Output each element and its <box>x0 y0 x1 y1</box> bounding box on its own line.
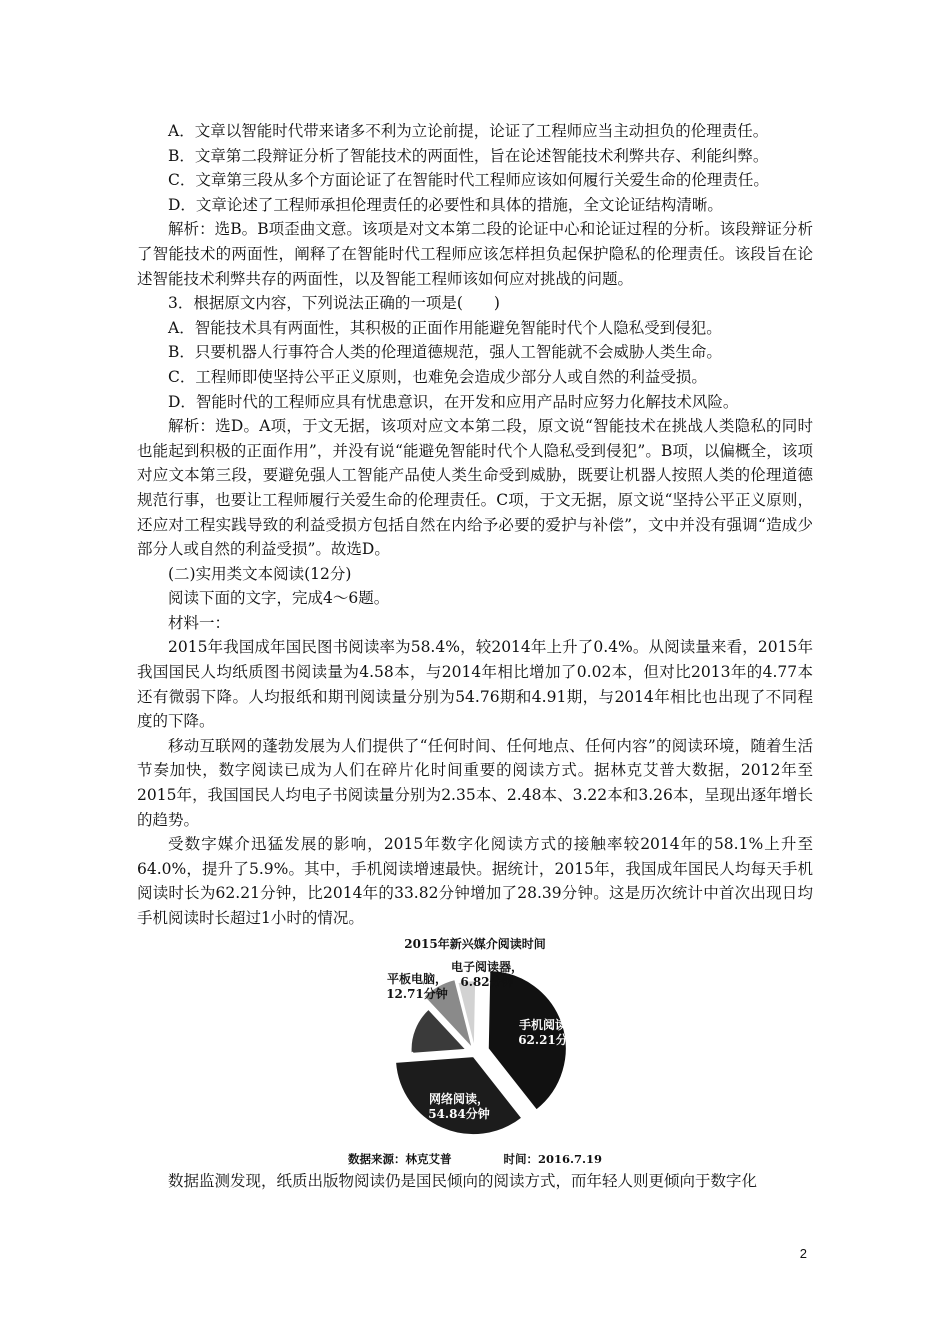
paragraph: 阅读下面的文字，完成4～6题。 <box>168 589 390 608</box>
chart-source-line <box>137 1149 813 1169</box>
paragraph: (二)实用类文本阅读(12分) <box>168 564 352 583</box>
chart-title: 2015年新兴媒介阅读时间 <box>404 936 546 951</box>
paragraph: 材料一： <box>168 613 231 632</box>
pie-chart <box>137 953 813 1149</box>
slice-label: 网络阅读， 54.84分钟 <box>428 1091 490 1121</box>
paragraph: A．智能技术具有两面性，其积极的正面作用能避免智能时代个人隐私受到侵犯。 <box>168 318 722 337</box>
paragraph: C．文章第三段从多个方面论证了在智能时代工程师应该如何履行关爱生命的伦理责任。 <box>168 171 769 190</box>
paragraph: 2015年我国成年国民图书阅读率为58.4%，较2014年上升了0.4%。从阅读量来看，2015年我国国民人均纸质图书阅读量为4.58本，与2014年相比增加了0.02本，但对比2013年的4.77本还有微弱下降。人均报纸和期刊阅读量分别为54.76期和4.91期，与2014年相比也出现了不同程度的下降。 <box>137 638 813 731</box>
slice-label: 平板电脑， 12.71分钟 <box>386 971 448 1001</box>
paragraph: A．文章以智能时代带来诸多不利为立论前提，论证了工程师应当主动担负的伦理责任。 <box>168 122 769 140</box>
document-body <box>137 119 813 1193</box>
paragraph: 解析：选B。B项歪曲文意。该项是对文本第二段的论证中心和论证过程的分析。该段辩证分析了智能技术的两面性，阐释了在智能时代工程师应该怎样担负起保护隐私的伦理责任。该段旨在论述智能技术利弊共存的两面性，以及智能工程师该如何应对挑战的问题。 <box>137 220 813 288</box>
slice-label: 微信阅读， 22.63分钟 <box>352 1033 414 1063</box>
page-number: 2 <box>799 1246 807 1261</box>
tail-paragraph: 数据监测发现，纸质出版物阅读仍是国民倾向的阅读方式，而年轻人则更倾向于数字化 <box>168 1171 758 1190</box>
chart-source: 数据来源：林克艾普 <box>347 1151 452 1166</box>
paragraph: D．智能时代的工程师应具有忧患意识，在开发和应用产品时应努力化解技术风险。 <box>168 392 739 411</box>
paragraph: 受数字媒介迅猛发展的影响，2015年数字化阅读方式的接触率较2014年的58.1%上升至64.0%，提升了5.9%。其中，手机阅读增速最快。据统计，2015年，我国成年国民人均每天手机阅读时长为62.21分钟，比2014年的33.82分钟增加了28.39分钟。这是历次统计中首次出现日均手机阅读时长超过1小时的情况。 <box>137 835 813 927</box>
paragraph: D．文章论述了工程师承担伦理责任的必要性和具体的措施，全文论证结构清晰。 <box>168 195 723 214</box>
chart-time: 时间：2016.7.19 <box>503 1151 603 1166</box>
paragraph: 解析：选D。A项，于文无据，该项对应文本第二段，原文说“智能技术在挑战人类隐私的同时也能起到积极的正面作用”，并没有说“能避免智能时代个人隐私受到侵犯”。B项，以偏概全，该项对应文本第三段，要避免强人工智能产品使人类生命受到威胁，既要让机器人按照人类的伦理道德规范行事，也要让工程师履行关爱生命的伦理责任。C项，于文无据，原文说“坚持公平正义原则，还应对工程实践导致的利益受损方包括自然在内给予必要的爱护与补偿”，文中并没有强调“造成少部分人或自然的利益受损”。故选D。 <box>137 417 813 559</box>
paragraph-list <box>137 119 813 931</box>
paragraph: B．只要机器人行事符合人类的伦理道德规范，强人工智能就不会威胁人类生命。 <box>168 343 722 362</box>
paragraph: C．工程师即使坚持公平正义原则，也难免会造成少部分人或自然的利益受损。 <box>168 367 707 386</box>
paragraph: 3．根据原文内容，下列说法正确的一项是( ) <box>168 294 500 313</box>
slice-label: 电子阅读器， 6.82分钟 <box>450 959 524 989</box>
slice-label: 手机阅读， 62.21分钟 <box>518 1017 580 1047</box>
paragraph: 移动互联网的蓬勃发展为人们提供了“任何时间、任何地点、任何内容”的阅读环境，随着生活节奏加快，数字阅读已成为人们在碎片化时间重要的阅读方式。据林克艾普大数据，2012年至2015年，我国国民人均电子书阅读量分别为2.35本、2.48本、3.22本和3.26本，呈现出逐年增长的趋势。 <box>137 736 813 829</box>
paragraph: B．文章第二段辩证分析了智能技术的两面性，旨在论述智能技术利弊共存、利能纠弊。 <box>168 146 769 165</box>
pie-chart-svg <box>137 953 813 1149</box>
